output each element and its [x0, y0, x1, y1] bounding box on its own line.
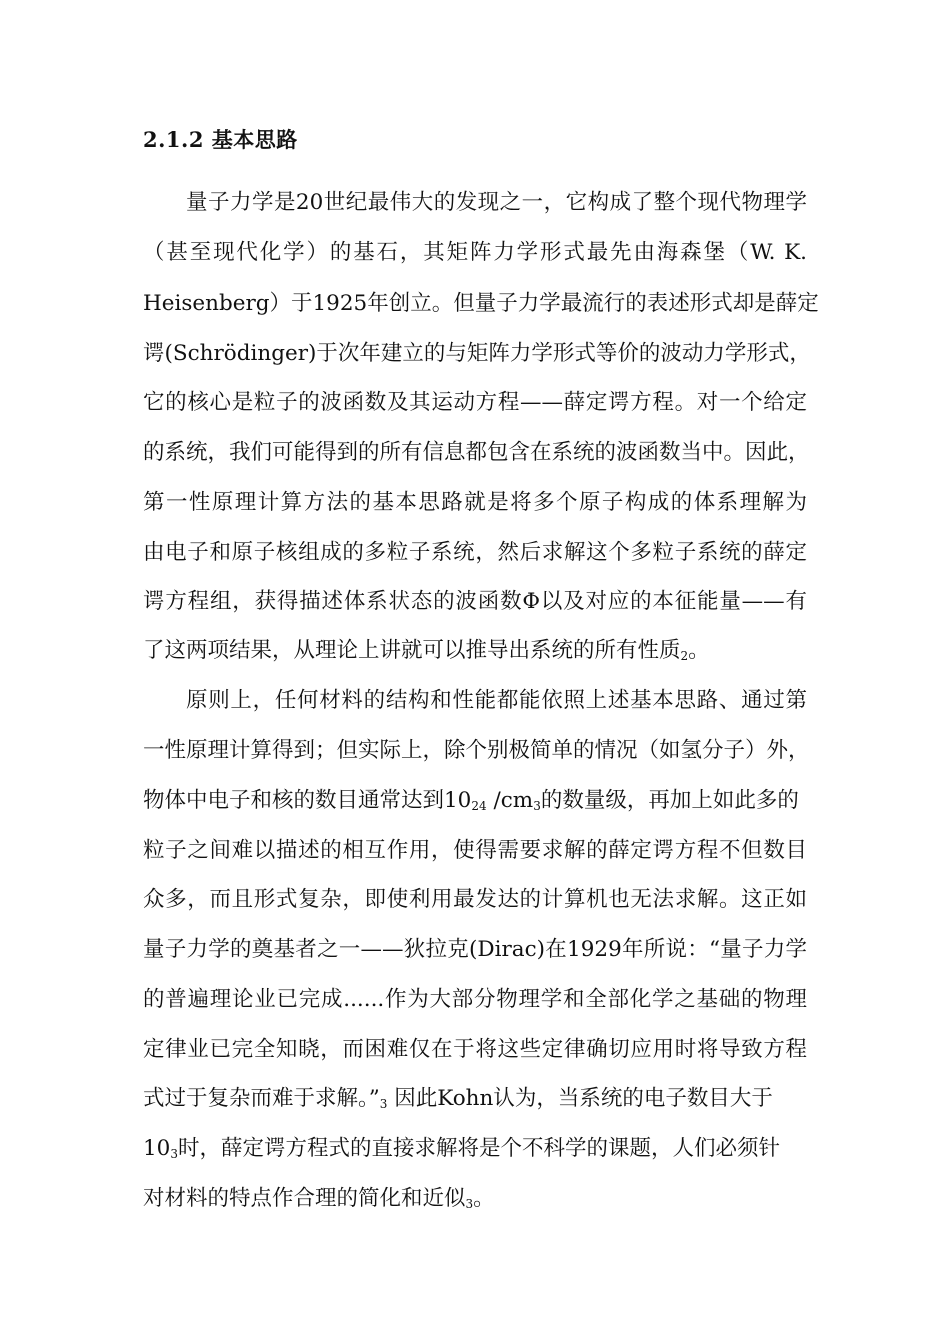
line-text: 因此Kohn认为，当系统的电子数目大于 — [394, 1086, 773, 1111]
reference-number: 2 — [680, 649, 689, 663]
exponent: 3 — [170, 1147, 178, 1161]
paragraph-line — [143, 784, 807, 818]
paragraph-line: （甚至现代化学）的基石，其矩阵力学形式最先由海森堡（W. K. — [143, 240, 807, 265]
paragraph-line: 原则上，任何材料的结构和性能都能依照上述基本思路、通过第 — [186, 688, 807, 713]
paragraph-line — [143, 1082, 807, 1116]
line-text: 的数量级，再加上如此多的 — [540, 788, 799, 813]
paragraph-line: 定律业已完全知晓，而困难仅在于将这些定律确切应用时将导致方程 — [143, 1037, 807, 1062]
paragraph-line: 谔方程组，获得描述体系状态的波函数Φ以及对应的本征能量——有 — [143, 589, 807, 614]
section-heading: 2.1.2 基本思路 — [143, 127, 298, 152]
paragraph-line — [143, 634, 807, 668]
paragraph-line: 的普遍理论业已完成......作为大部分物理学和全部化学之基础的物理 — [143, 987, 807, 1012]
unit: /cm — [493, 788, 534, 813]
line-end: 。 — [688, 638, 710, 663]
paragraph-line: 第一性原理计算方法的基本思路就是将多个原子构成的体系理解为 — [143, 490, 807, 515]
line-text: 物体中电子和核的数目通常达到10 — [143, 788, 472, 813]
line-text: 式过于复杂而难于求解。” — [143, 1086, 380, 1111]
line-text: 对材料的特点作合理的简化和近似 — [143, 1186, 466, 1211]
exponent: 24 — [471, 799, 487, 813]
paragraph-line: 谔(Schrödinger)于次年建立的与矩阵力学形式等价的波动力学形式， — [143, 341, 811, 366]
paragraph-line: 它的核心是粒子的波函数及其运动方程——薛定谔方程。对一个给定 — [143, 390, 807, 415]
paragraph-line: 的系统，我们可能得到的所有信息都包含在系统的波函数当中。因此， — [143, 440, 810, 465]
paragraph-line: 粒子之间难以描述的相互作用，使得需要求解的薛定谔方程不但数目 — [143, 838, 807, 863]
paragraph-line: 由电子和原子核组成的多粒子系统，然后求解这个多粒子系统的薛定 — [143, 540, 807, 565]
paragraph-line — [143, 1132, 807, 1166]
paragraph-line: 一性原理计算得到；但实际上，除个别极简单的情况（如氢分子）外， — [143, 738, 810, 763]
reference-number: 3 — [465, 1197, 474, 1211]
line-text: 时，薛定谔方程式的直接求解将是个不科学的课题，人们必须针 — [178, 1136, 781, 1161]
paragraph-line: Heisenberg）于1925年创立。但量子力学最流行的表述形式却是薛定 — [143, 291, 819, 316]
line-text: 了这两项结果，从理论上讲就可以推导出系统的所有性质 — [143, 638, 681, 663]
paragraph-line: 众多，而且形式复杂，即使利用最发达的计算机也无法求解。这正如 — [143, 887, 807, 912]
line-end: 。 — [473, 1186, 495, 1211]
line-text: 10 — [143, 1136, 171, 1161]
paragraph-line: 量子力学是20世纪最伟大的发现之一，它构成了整个现代物理学 — [186, 190, 807, 215]
exponent: 3 — [533, 799, 541, 813]
paragraph-line — [143, 1182, 807, 1216]
reference-number: 3 — [379, 1097, 388, 1111]
paragraph-line: 量子力学的奠基者之一——狄拉克(Dirac)在1929年所说：“量子力学 — [143, 937, 807, 962]
